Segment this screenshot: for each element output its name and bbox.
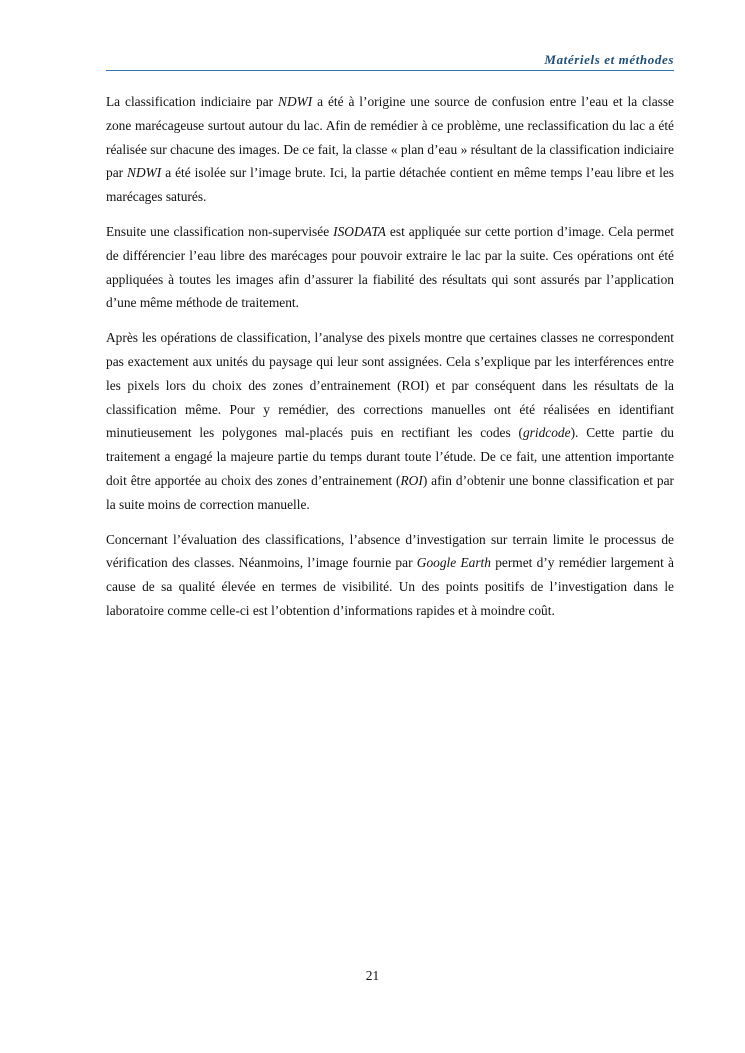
page-number: 21 [365,968,380,983]
italic-term: NDWI [127,165,162,181]
text-span: a été à l’origine une source de confusion entre l’eau et la classe zone marécageuse surtout autour du lac. Afin de remédier à ce problème, une reclassification du lac a été réalisée sur chacune des images. De ce fait, la classe « plan d’eau » résultant de la classification indiciaire par [106,94,674,181]
text-span: a été isolée sur l’image brute. Ici, la partie détachée contient en même temps l’eau libre et les marécages saturés. [106,165,674,205]
paragraph-4 [106,528,674,623]
text-span: ) afin d’obtenir une bonne classification et par la suite moins de correction manuelle. [106,472,674,512]
text-span: permet d’y remédier largement à cause de sa qualité élevée en termes de visibilité. Un des points positifs de l’investigation dans le laboratoire comme celle-ci est l’obtention d’informations rapides et à moindre coût. [106,555,674,618]
paragraph-3 [106,326,674,516]
text-span: La classification indiciaire par [106,94,279,109]
running-header: Matériels et méthodes [544,52,674,67]
page-body [106,90,674,634]
text-span: est appliquée sur cette portion d’image. Cela permet de différencier l’eau libre des marécages pour pouvoir extraire le lac par la suite. Ces opérations ont été appliquées à toutes les images afin d’assurer la fiabilité des résultats qui sont assurés par l’application d’une même méthode de traitement. [106,223,674,311]
text-span: ). Cette partie du traitement a engagé la majeure partie du temps durant toute l’étude. De ce fait, une attention importante doit être apportée au choix des zones d’entrainement ( [106,425,674,488]
italic-term: ISODATA [333,223,386,239]
italic-term: NDWI [278,94,313,109]
italic-term: Google Earth [416,555,491,571]
italic-term: ROI [400,472,423,488]
paragraph-2 [106,220,674,315]
text-span: Ensuite une classification non-supervisée [106,223,334,239]
italic-term: gridcode [522,425,571,441]
header-rule [106,70,674,71]
paragraph-1 [106,90,674,209]
text-span: Concernant l’évaluation des classifications, l’absence d’investigation sur terrain limite le processus de vérification des classes. Néanmoins, l’image fournie par [106,531,674,571]
text-span: Après les opérations de classification, l’analyse des pixels montre que certaines classes ne correspondent pas exactement aux unités du paysage qui leur sont assignées. Cela s’explique par les interférences entre les pixels lors du choix des zones d’entrainement (ROI) et par conséquent dans les résultats de la classification même. Pour y remédier, des corrections manuelles ont été réalisées en identifiant minutieusement les polygones mal-placés puis en rectifiant les codes ( [106,330,674,441]
